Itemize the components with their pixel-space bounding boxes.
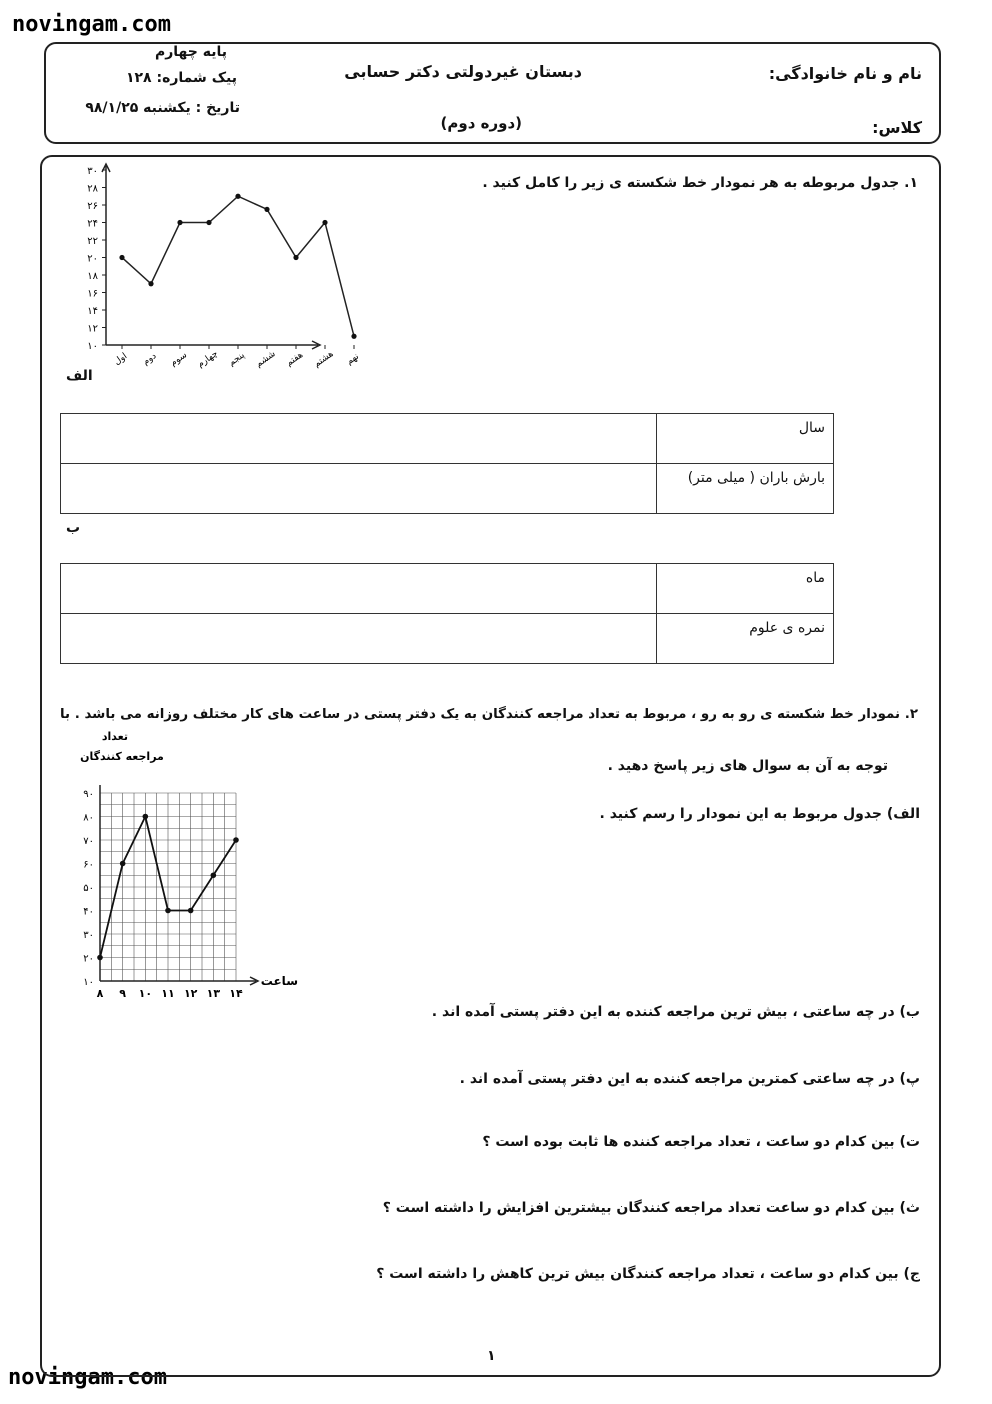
y-tick-label: ۲۰ <box>83 953 94 965</box>
table-a-row2-header: بارش باران ( میلی متر) <box>657 464 834 514</box>
y-tick-label: ۲۸ <box>87 183 98 195</box>
grade-label: پایه چهارم <box>154 44 227 60</box>
y-tick-label: ۴۰ <box>83 906 94 918</box>
x-tick-label: ۱۴ <box>229 987 243 1000</box>
series-line <box>122 196 354 336</box>
x-tick-label: ۸ <box>96 987 104 1000</box>
x-tick-label: هفتم <box>284 350 306 369</box>
q2-part-t: ت) بین کدام دو ساعت ، تعداد مراجعه کننده ها ثابت بوده است ؟ <box>482 1134 920 1150</box>
q2-part-b: ب) در چه ساعتی ، بیش ترین مراجعه کننده به این دفتر پستی آمده اند . <box>431 1004 920 1020</box>
data-point <box>120 861 126 867</box>
y-tick-label: ۳۰ <box>87 166 98 177</box>
x-axis-title: ساعت <box>260 974 298 988</box>
question-2-text-line1: ۲. نمودار خط شکسته ی رو به رو ، مربوط به تعداد مراجعه کنندگان به یک دفتر پستی در ساعت های کار مختلف روزانه می باشد . با <box>59 707 918 722</box>
x-tick-label: ۱۱ <box>161 987 175 1000</box>
y-tick-label: ۲۲ <box>87 236 98 247</box>
table-a-row1-header: سال <box>657 414 834 464</box>
q1-line-chart <box>50 160 361 390</box>
table-b-row1-header: ماه <box>657 564 834 614</box>
data-point <box>235 194 240 199</box>
data-point <box>211 872 217 878</box>
pack-number: پیک شماره: ۱۲۸ <box>125 70 237 86</box>
y-tick-label: ۱۸ <box>87 271 98 282</box>
data-point <box>351 334 356 339</box>
table-a-row2-answer[interactable] <box>61 464 657 514</box>
x-tick-label: ششم <box>254 349 278 370</box>
y-tick-label: ۳۰ <box>83 930 94 941</box>
y-tick-label: ۱۲ <box>87 323 98 335</box>
data-point <box>143 814 149 820</box>
table-b-row1-answer[interactable] <box>61 564 657 614</box>
y-tick-label: ۷۰ <box>83 836 94 847</box>
q2-part-p: پ) در چه ساعتی کمترین مراجعه کننده به این دفتر پستی آمده اند . <box>459 1071 920 1087</box>
y-tick-label: ۱۰ <box>83 977 94 988</box>
data-point <box>97 955 103 961</box>
y-tick-label: ۶۰ <box>83 859 94 871</box>
x-tick-label: نهم <box>344 351 361 368</box>
data-point <box>322 220 327 225</box>
q1-table-b <box>60 563 834 664</box>
x-tick-label: هشتم <box>312 349 336 370</box>
y-tick-label: ۱۰ <box>87 341 98 352</box>
y-axis-title-2: مراجعه کنندگان <box>80 750 164 763</box>
data-point <box>264 207 269 212</box>
q1-table-b-label: ب <box>66 520 81 536</box>
y-tick-label: ۲۴ <box>87 218 98 230</box>
x-tick-label: سوم <box>168 350 189 369</box>
data-point <box>119 255 124 260</box>
class-field-label: کلاس: <box>872 118 922 137</box>
name-field-label: نام و نام خانوادگی: <box>768 64 922 83</box>
y-tick-label: ۹۰ <box>83 789 94 800</box>
x-tick-label: دوم <box>141 351 159 368</box>
x-tick-label: ۱۰ <box>138 987 153 1000</box>
data-point <box>233 837 239 843</box>
date-label: تاریخ : یکشنبه ۹۸/۱/۲۵ <box>85 100 240 116</box>
data-point <box>177 220 182 225</box>
q1-table-a <box>60 413 834 514</box>
table-a-row1-answer[interactable] <box>61 414 657 464</box>
y-tick-label: ۸۰ <box>83 812 94 824</box>
q2-part-s: ث) بین کدام دو ساعت تعداد مراجعه کنندگان بیشترین افزایش را داشته است ؟ <box>382 1200 920 1216</box>
q2-part-j: ج) بین کدام دو ساعت ، تعداد مراجعه کنندگان بیش ترین کاهش را داشته است ؟ <box>376 1266 920 1282</box>
data-point <box>188 908 194 914</box>
x-tick-label: ۱۲ <box>183 987 198 1000</box>
table-b-row2-answer[interactable] <box>61 614 657 664</box>
q2-line-chart <box>50 728 310 1006</box>
x-tick-label: پنجم <box>227 350 247 369</box>
y-tick-label: ۲۶ <box>87 201 98 212</box>
period-label: (دوره دوم) <box>440 114 522 132</box>
data-point <box>293 255 298 260</box>
data-point <box>165 908 171 914</box>
y-tick-label: ۵۰ <box>83 883 94 894</box>
x-tick-label: ۱۳ <box>206 987 221 1000</box>
question-1-text: ۱. جدول مربوطه به هر نمودار خط شکسته ی زیر را کامل کنید . <box>482 175 918 191</box>
data-point <box>148 281 153 286</box>
y-tick-label: ۲۰ <box>87 253 98 265</box>
y-axis-title: تعداد <box>101 730 128 743</box>
watermark-bottom: novingam.com <box>8 1365 167 1390</box>
question-2-text-line2: توجه به آن به سوال های زیر پاسخ دهید . <box>607 758 888 774</box>
y-tick-label: ۱۴ <box>87 306 98 317</box>
data-point <box>206 220 211 225</box>
watermark-top: novingam.com <box>12 12 171 37</box>
page-number: ۱ <box>487 1348 496 1364</box>
table-b-row2-header: نمره ی علوم <box>657 614 834 664</box>
y-tick-label: ۱۶ <box>87 288 98 300</box>
x-tick-label: ۹ <box>119 987 127 1000</box>
x-tick-label: اول <box>112 351 130 368</box>
x-tick-label: چهارم <box>195 348 220 370</box>
school-name: دبستان غیردولتی دکتر حسابی <box>344 62 582 81</box>
q1-chart-label: الف <box>66 368 93 384</box>
q2-part-a: الف) جدول مربوط به این نمودار را رسم کنید . <box>599 806 920 822</box>
